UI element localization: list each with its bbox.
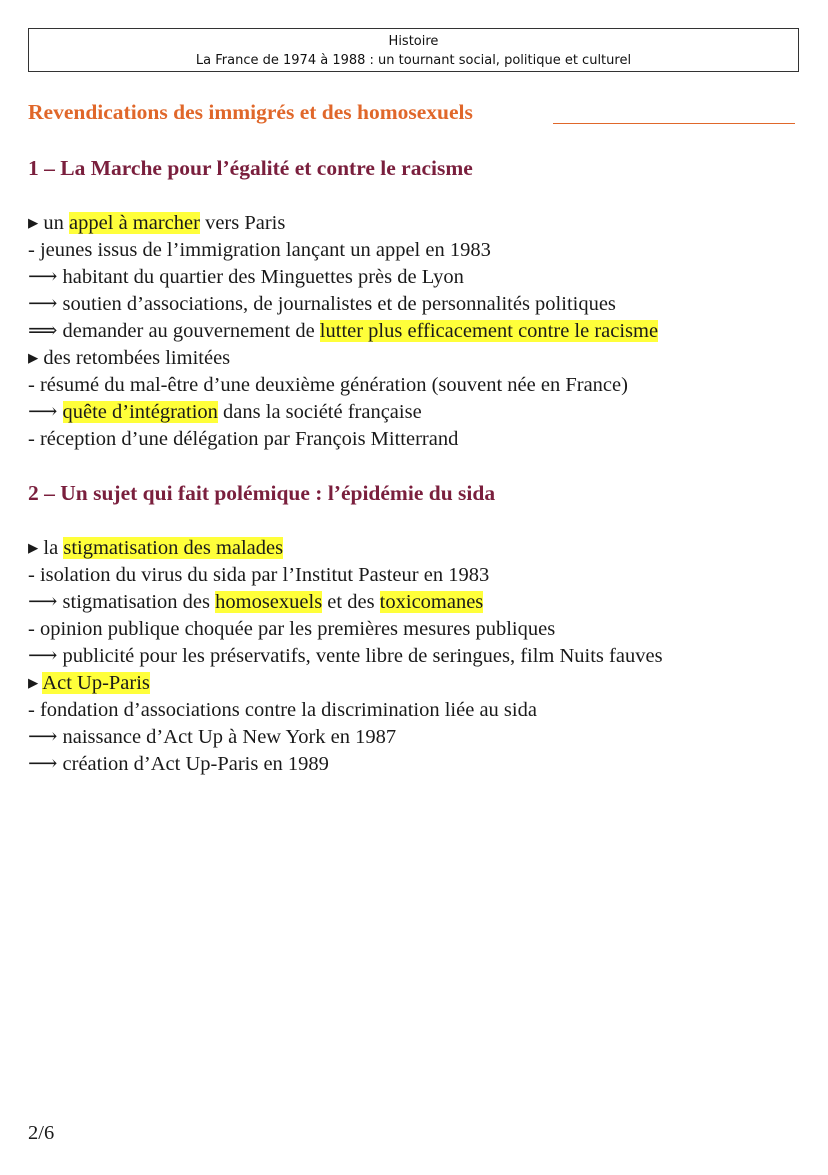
bullet-marker: -	[28, 618, 40, 640]
item-text: jeunes issus de l’immigration lançant un appel en 1983	[39, 239, 491, 261]
item-text: opinion publique choquée par les premières mesures publiques	[39, 618, 556, 640]
list-item	[28, 291, 808, 318]
item-text: naissance d’Act Up à New York en 1987	[62, 726, 397, 748]
highlighted-text: homosexuels	[215, 591, 323, 613]
header-topic: La France de 1974 à 1988 : un tournant social, politique et culturel	[195, 53, 632, 68]
list-item	[28, 535, 808, 562]
bullet-marker: ▸	[28, 537, 44, 559]
highlighted-text: Act Up-Paris	[42, 672, 150, 694]
item-text: soutien d’associations, de journalistes et de personnalités politiques	[62, 293, 616, 315]
bullet-marker: ⟹	[28, 320, 63, 342]
bullet-marker: ⟶	[28, 591, 63, 613]
list-item	[28, 670, 808, 697]
list-item	[28, 426, 808, 453]
item-text: isolation du virus du sida par l’Institut Pasteur en 1983	[39, 564, 490, 586]
bullet-marker: ▸	[28, 672, 43, 694]
bullet-marker: ⟶	[28, 401, 63, 423]
list-item	[28, 345, 808, 372]
list-item	[28, 372, 808, 399]
item-text: demander au gouvernement de	[62, 320, 320, 342]
list-item	[28, 264, 808, 291]
highlighted-text: appel à marcher	[69, 212, 200, 234]
page-number: 2/6	[28, 1122, 55, 1144]
bullet-marker: ▸	[28, 347, 44, 369]
section-1-list	[28, 210, 808, 453]
item-text: vers Paris	[199, 212, 286, 234]
highlighted-text: lutter plus efficacement contre le racisme	[319, 320, 659, 342]
item-text: fondation d’associations contre la discrimination liée au sida	[39, 699, 537, 721]
list-item	[28, 237, 808, 264]
list-item	[28, 724, 808, 751]
list-item	[28, 562, 808, 589]
item-text: un	[43, 212, 70, 234]
item-text: et des	[322, 591, 380, 613]
item-text: publicité pour les préservatifs, vente libre de seringues, film Nuits fauves	[62, 645, 663, 667]
bullet-marker: ⟶	[28, 753, 63, 775]
section-title-1: 1 – La Marche pour l’égalité et contre le racisme	[28, 156, 473, 180]
item-text: dans la société française	[217, 401, 422, 423]
section-title-2: 2 – Un sujet qui fait polémique : l’épidémie du sida	[28, 481, 496, 505]
list-item	[28, 589, 808, 616]
list-item	[28, 210, 808, 237]
section-2-list	[28, 535, 808, 778]
bullet-marker: ⟶	[28, 726, 63, 748]
item-text: stigmatisation des	[62, 591, 216, 613]
list-item	[28, 318, 808, 345]
list-item	[28, 751, 808, 778]
header-subject: Histoire	[388, 34, 439, 49]
bullet-marker: -	[28, 428, 40, 450]
list-item	[28, 616, 808, 643]
bullet-marker: -	[28, 374, 40, 396]
bullet-marker: -	[28, 239, 40, 261]
highlighted-text: stigmatisation des malades	[63, 537, 284, 559]
bullet-marker: -	[28, 699, 40, 721]
bullet-marker: ⟶	[28, 645, 63, 667]
title-underline-rule	[553, 123, 795, 124]
item-text: des retombées limitées	[43, 347, 231, 369]
bullet-marker: ⟶	[28, 266, 63, 288]
bullet-marker: ⟶	[28, 293, 63, 315]
item-text: habitant du quartier des Minguettes près de Lyon	[62, 266, 464, 288]
item-text: création d’Act Up-Paris en 1989	[62, 753, 329, 775]
bullet-marker: -	[28, 564, 40, 586]
bullet-marker: ▸	[28, 212, 44, 234]
highlighted-text: quête d’intégration	[62, 401, 218, 423]
highlighted-text: toxicomanes	[379, 591, 484, 613]
list-item	[28, 399, 808, 426]
item-text: réception d’une délégation par François Mitterrand	[39, 428, 459, 450]
list-item	[28, 643, 808, 670]
list-item	[28, 697, 808, 724]
item-text: la	[43, 537, 64, 559]
main-title: Revendications des immigrés et des homosexuels	[28, 100, 473, 124]
document-header	[28, 28, 799, 72]
item-text: résumé du mal-être d’une deuxième génération (souvent née en France)	[39, 374, 628, 396]
